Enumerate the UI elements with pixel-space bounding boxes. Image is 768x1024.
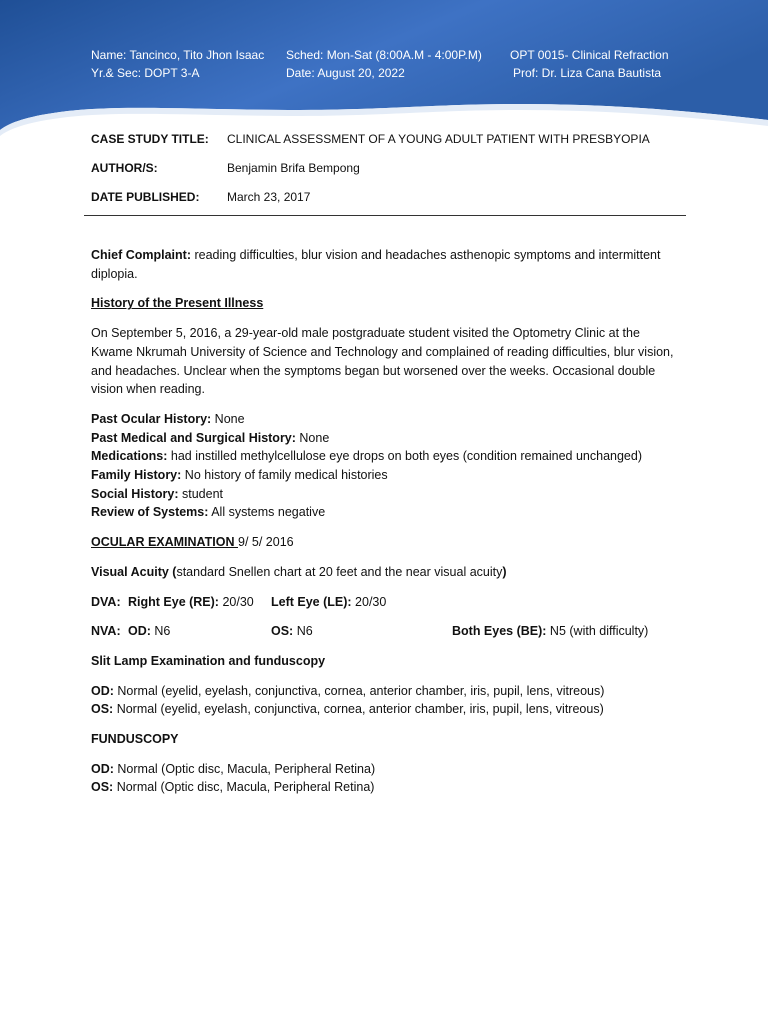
header-date: Date: August 20, 2022 <box>286 66 405 80</box>
author-label: AUTHOR/S: <box>91 161 158 175</box>
history-item: Medications: had instilled methylcellulose eye drops on both eyes (condition remained unchanged) <box>91 449 643 464</box>
ocular-exam-date: 9/ 5/ 2016 <box>238 535 294 550</box>
dva-row: DVA: Right Eye (RE): 20/30 Left Eye (LE): 20/30 <box>91 594 387 609</box>
history-item: Social History: student <box>91 486 224 501</box>
history-item: Past Medical and Surgical History: None <box>91 430 330 445</box>
author-value: Benjamin Brifa Bempong <box>227 161 360 175</box>
chief-complaint-text: reading difficulties, blur vision and headaches asthenopic symptoms and intermittent diplopia. <box>91 248 661 281</box>
fundus-od: OD: Normal (Optic disc, Macula, Peripheral Retina) <box>91 761 376 776</box>
slit-os: OS: Normal (eyelid, eyelash, conjunctiva, cornea, anterior chamber, iris, pupil, lens, vitreous) <box>91 702 604 717</box>
chief-complaint-label: Chief Complaint: <box>91 248 191 262</box>
case-body <box>91 246 681 797</box>
history-item: Past Ocular History: None <box>91 411 245 426</box>
history-item: Family History: No history of family medical histories <box>91 468 388 483</box>
date-published-label: DATE PUBLISHED: <box>91 190 200 204</box>
slit-od: OD: Normal (eyelid, eyelash, conjunctiva, cornea, anterior chamber, iris, pupil, lens, vitreous) <box>91 683 605 698</box>
year-section: Yr.& Sec: DOPT 3-A <box>91 66 200 80</box>
date-published-value: March 23, 2017 <box>227 190 311 204</box>
student-name: Name: Tancinco, Tito Jhon Isaac <box>91 48 265 62</box>
funduscopy-heading: FUNDUSCOPY <box>91 732 179 747</box>
case-title-value: CLINICAL ASSESSMENT OF A YOUNG ADULT PATIENT WITH PRESBYOPIA <box>227 132 650 146</box>
chief-complaint <box>91 246 681 283</box>
nva-row: NVA: OD: N6 OS: N6 Both Eyes (BE): N5 (with difficulty) <box>91 624 649 639</box>
visual-acuity-heading: Visual Acuity (standard Snellen chart at 20 feet and the near visual acuity) <box>91 564 507 579</box>
fundus-os: OS: Normal (Optic disc, Macula, Peripheral Retina) <box>91 780 375 795</box>
professor: Prof: Dr. Liza Cana Bautista <box>513 66 662 80</box>
ocular-exam-heading: OCULAR EXAMINATION 9/ 5/ 2016 <box>91 535 294 550</box>
slit-lamp-heading: Slit Lamp Examination and funduscopy <box>91 653 326 668</box>
schedule: Sched: Mon-Sat (8:00A.M - 4:00P.M) <box>286 48 482 62</box>
course-code: OPT 0015- Clinical Refraction <box>510 48 669 62</box>
history-item: Review of Systems: All systems negative <box>91 505 326 520</box>
hpi-heading: History of the Present Illness <box>91 296 264 311</box>
divider <box>84 215 686 216</box>
history-list <box>91 410 681 522</box>
hpi-text: On September 5, 2016, a 29-year-old male postgraduate student visited the Optometry Clinic at the Kwame Nkrumah University of Science and Technology and complained of reading difficulties, blur vision, and headaches. Unclear when the symptoms began but worsened over the weeks. Occasional double vision when reading. <box>91 326 674 397</box>
case-title-label: CASE STUDY TITLE: <box>91 132 209 146</box>
